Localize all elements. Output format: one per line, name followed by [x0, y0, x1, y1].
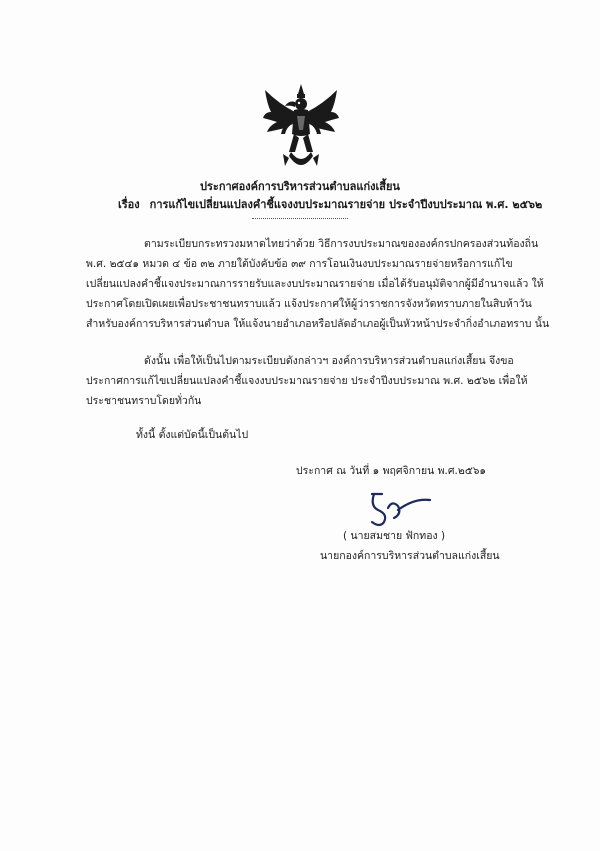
subject-label: เรื่อง [118, 198, 140, 211]
announcement-date: ประกาศ ณ วันที่ ๑ พฤศจิกายน พ.ศ.๒๕๖๑ [296, 465, 487, 477]
paragraph-line: ประชาชนทราบโดยทั่วกัน [86, 395, 202, 407]
paragraph-2 [86, 351, 526, 411]
paragraph-1 [86, 234, 550, 334]
subject-text: การแก้ไขเปลี่ยนแปลงคำชี้แจงงบประมาณรายจ่าย ประจำปีงบประมาณ พ.ศ. ๒๕๖๒ [149, 198, 543, 211]
effective-statement: ทั้งนี้ ตั้งแต่บัดนี้เป็นต้นไป [136, 429, 249, 441]
signer-title: นายกองค์การบริหารส่วนตำบลแก่งเสี้ยน [320, 550, 500, 562]
signer-name: ( นายสมชาย ฟักทอง ) [343, 530, 446, 542]
paragraph-3 [86, 425, 526, 445]
garuda-emblem-icon [261, 82, 341, 174]
paragraph-line: ประกาศโดยเปิดเผยเพื่อประชาชนทราบแล้ว แจ้งประกาศให้ผู้ว่าราชการจังหวัดทราบภายในสิบห้าวัน [86, 298, 532, 310]
paragraph-line: ตามระเบียบกระทรวงมหาดไทยว่าด้วย วิธีการงบประมาณขององค์กรปกครองส่วนท้องถิ่น [144, 238, 539, 250]
paragraph-line: ประกาศการแก้ไขเปลี่ยนแปลงคำชี้แจงงบประมาณรายจ่าย ประจำปีงบประมาณ พ.ศ. ๒๕๖๒ เพื่อให้ [86, 375, 528, 387]
subject-line [118, 195, 542, 213]
paragraph-line: พ.ศ. ๒๕๔๑ หมวด ๔ ข้อ ๓๒ ภายใต้บังคับข้อ ๓๙ การโอนเงินงบประมาณรายจ่ายหรือการแก้ไข [86, 258, 513, 270]
paragraph-line: เปลี่ยนแปลงคำชี้แจงประมาณการรายรับและงบประมาณรายจ่าย เมื่อได้รับอนุมัติจากผู้มีอำนาจแล้ว ให้ [86, 278, 544, 290]
paragraph-line: ดังนั้น เพื่อให้เป็นไปตามระเบียบดังกล่าวฯ องค์การบริหารส่วนตำบลแก่งเสี้ยน จึงขอ [144, 355, 514, 367]
paragraph-line: สำหรับองค์การบริหารส่วนตำบล ให้แจ้งนายอำเภอหรือปลัดอำเภอผู้เป็นหัวหน้าประจำกิ่งอำเภอทราบ นั้น [86, 318, 550, 330]
handwritten-signature [358, 488, 448, 528]
announcement-title: ประกาศองค์การบริหารส่วนตำบลแก่งเสี้ยน [200, 180, 400, 193]
dotted-divider [252, 218, 348, 219]
